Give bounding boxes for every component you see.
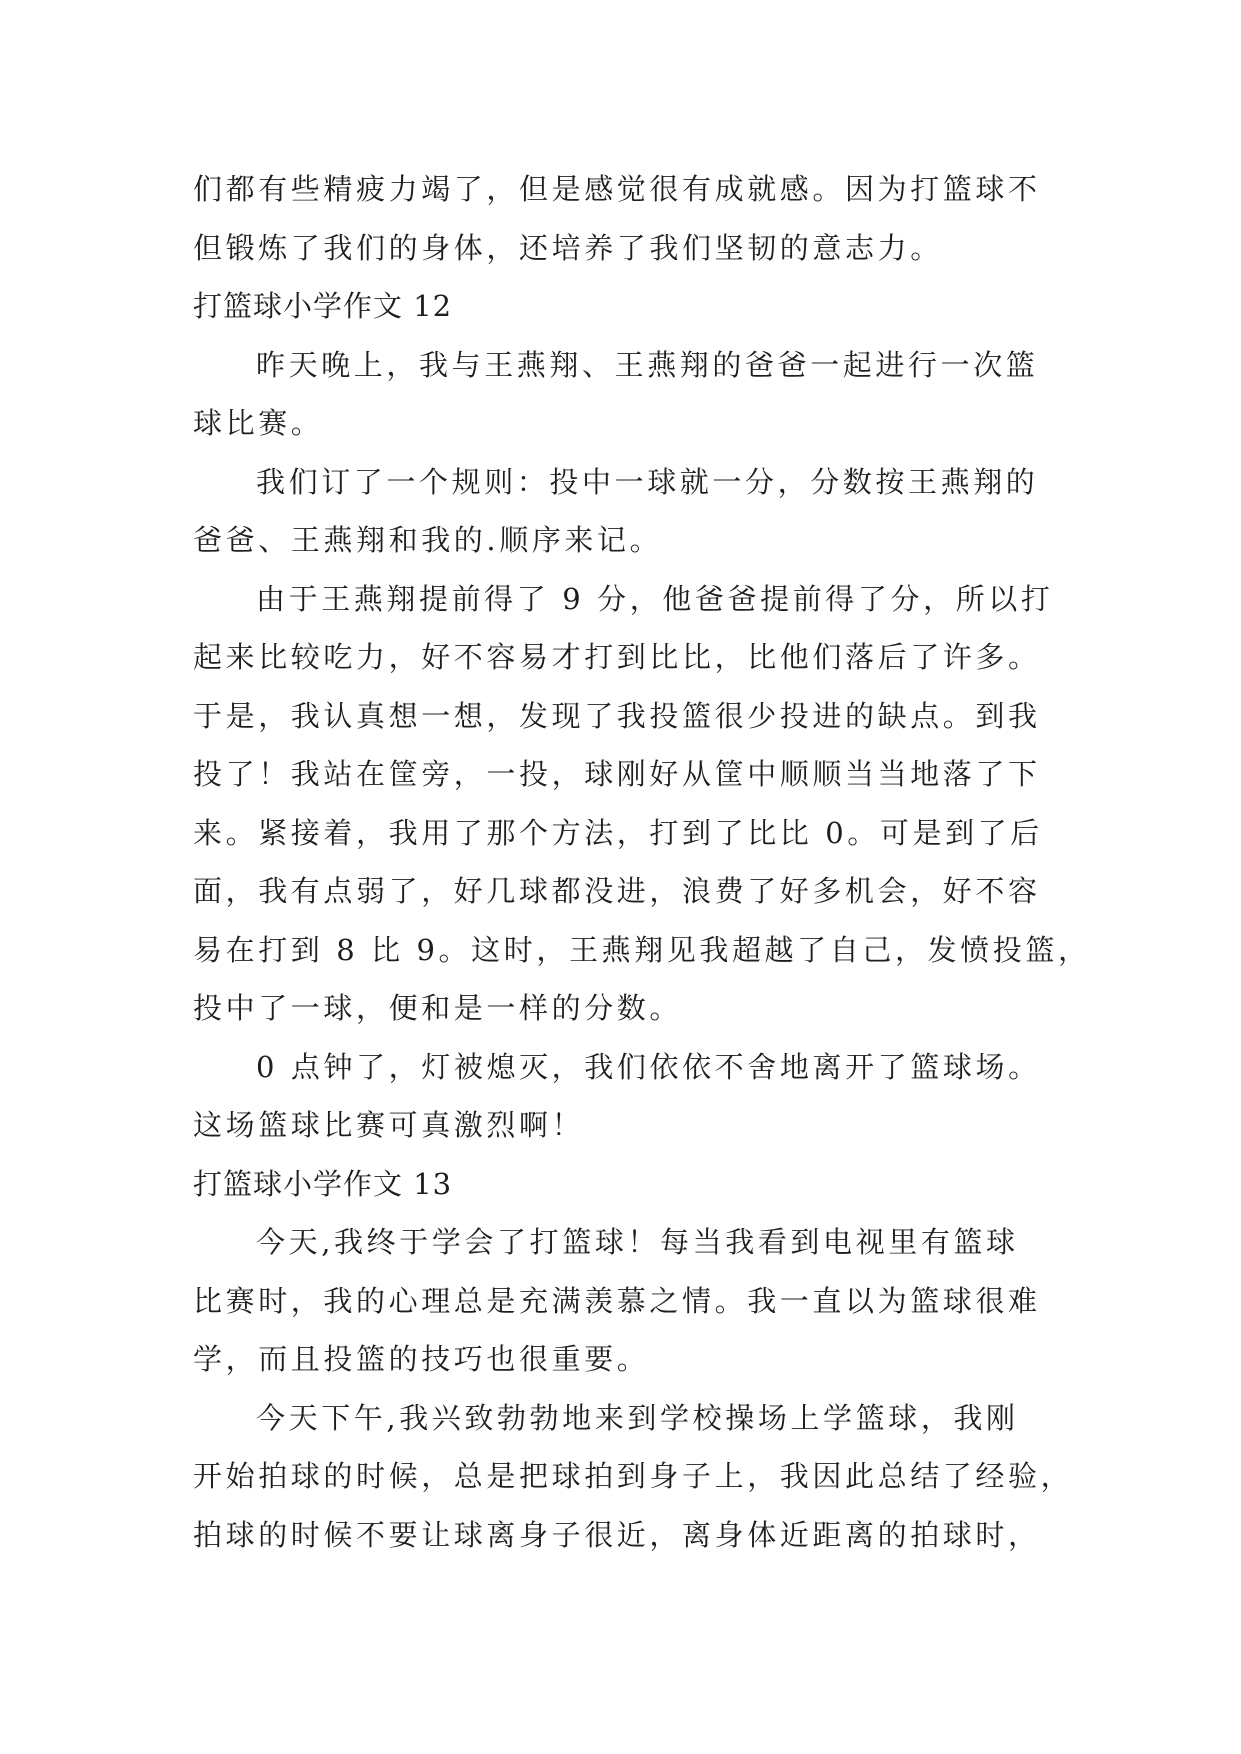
text-line: 投了！我站在筐旁，一投，球刚好从筐中顺顺当当地落了下 xyxy=(193,757,1041,791)
section-heading: 打篮球小学作文 12 xyxy=(193,289,453,323)
paragraph-first-line: 今天,我终于学会了打篮球！每当我看到电视里有篮球 xyxy=(256,1225,1019,1259)
text-line: 比赛时，我的心理总是充满羡慕之情。我一直以为篮球很难 xyxy=(193,1283,1041,1318)
paragraph-first-line: 我们订了一个规则：投中一球就一分，分数按王燕翔的 xyxy=(256,464,1039,499)
paragraph-first-line: 0 点钟了，灯被熄灭，我们依依不舍地离开了篮球场。 xyxy=(256,1049,1041,1084)
section-heading: 打篮球小学作文 13 xyxy=(193,1166,453,1201)
paragraph-first-line: 由于王燕翔提前得了 9 分，他爸爸提前得了分，所以打 xyxy=(256,581,1054,616)
text-line: 面，我有点弱了，好几球都没进，浪费了好多机会，好不容 xyxy=(193,874,1041,908)
text-line: 开始拍球的时候，总是把球拍到身子上，我因此总结了经验， xyxy=(193,1459,1074,1493)
text-line: 球比赛。 xyxy=(193,406,324,440)
text-line: 但锻炼了我们的身体，还培养了我们坚韧的意志力。 xyxy=(193,230,943,265)
text-line: 易在打到 8 比 9。这时，王燕翔见我超越了自己，发愤投篮， xyxy=(193,932,1091,967)
text-line: 学，而且投篮的技巧也很重要。 xyxy=(193,1342,650,1376)
text-line: 起来比较吃力，好不容易才打到比比，比他们落后了许多。 xyxy=(193,640,1041,674)
text-line: 们都有些精疲力竭了，但是感觉很有成就感。因为打篮球不 xyxy=(193,172,1041,206)
paragraph-first-line: 今天下午,我兴致勃勃地来到学校操场上学篮球，我刚 xyxy=(256,1400,1019,1435)
document-page xyxy=(193,160,1091,1564)
text-line: 拍球的时候不要让球离身子很近，离身体近距离的拍球时， xyxy=(193,1517,1041,1552)
text-line: 于是，我认真想一想，发现了我投篮很少投进的缺点。到我 xyxy=(193,698,1041,733)
text-line: 爸爸、王燕翔和我的.顺序来记。 xyxy=(193,523,663,557)
text-line: 这场篮球比赛可真激烈啊！ xyxy=(193,1108,585,1142)
paragraph-first-line: 昨天晚上，我与王燕翔、王燕翔的爸爸一起进行一次篮 xyxy=(256,347,1039,382)
text-line: 投中了一球，便和是一样的分数。 xyxy=(193,991,683,1025)
text-line: 来。紧接着，我用了那个方法，打到了比比 0。可是到了后 xyxy=(193,815,1043,850)
